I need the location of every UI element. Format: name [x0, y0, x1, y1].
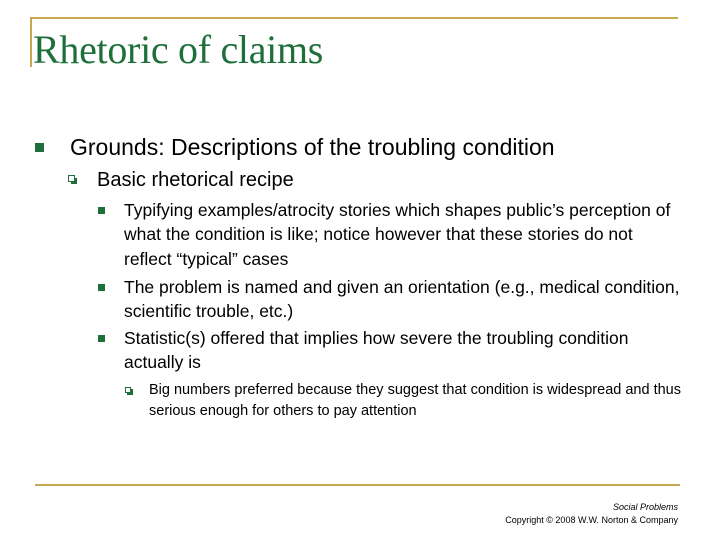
slide-title: Rhetoric of claims [33, 27, 324, 72]
footer-copyright [505, 501, 678, 527]
left-rule [30, 17, 32, 67]
square-bullet-icon [98, 284, 105, 291]
footer-copyright-line: Copyright © 2008 W.W. Norton & Company [505, 515, 678, 525]
footer-rule [35, 484, 680, 486]
bullet-level3-item-1: Typifying examples/atrocity stories which shapes public’s perception of what the condition is like; notice however that these stories do not reflect “typical” cases [124, 200, 671, 269]
bullet-level4-text: Big numbers preferred because they suggest that condition is widespread and thus serious enough for others to pay attention [149, 382, 681, 419]
bullet-level2-text: Basic rhetorical recipe [97, 169, 294, 191]
bullet-level3-item-3: Statistic(s) offered that implies how severe the troubling condition actually is [124, 328, 629, 373]
footer-book-title: Social Problems [612, 502, 678, 512]
bullet-level3-item-2: The problem is named and given an orientation (e.g., medical condition, scientific trouble, etc.) [124, 277, 680, 322]
hollow-square-bullet-icon [125, 387, 131, 393]
square-bullet-icon [98, 207, 105, 214]
square-bullet-icon [35, 143, 44, 152]
square-bullet-icon [98, 335, 105, 342]
bullet-level1-text: Grounds: Descriptions of the troubling condition [70, 134, 555, 160]
top-rule [30, 17, 678, 19]
hollow-square-bullet-icon [68, 175, 75, 182]
